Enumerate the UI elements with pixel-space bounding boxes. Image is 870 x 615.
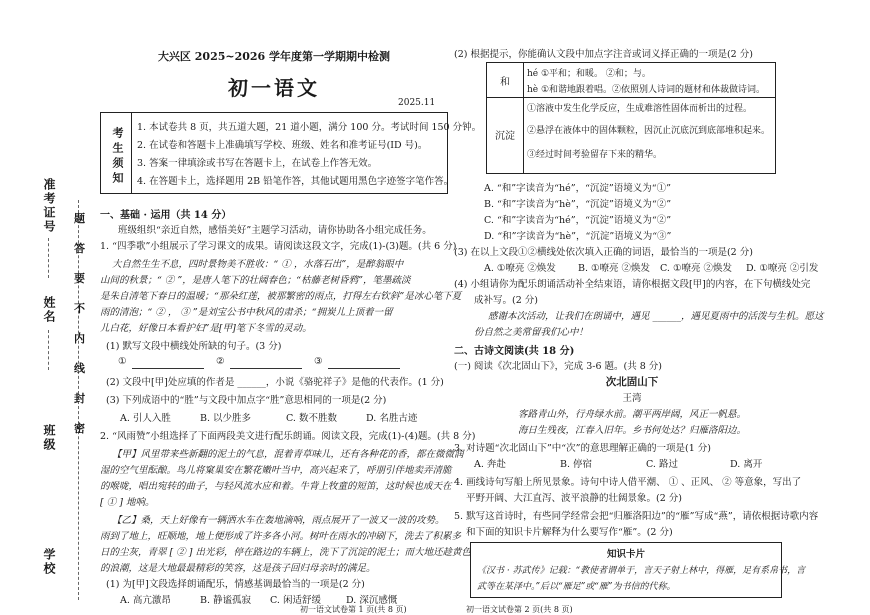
binding-strip [0, 0, 98, 614]
passage-line: 的浪潮，这是大地最最精彩的笑容，这是孩子回归母亲时的满足。 [100, 563, 376, 574]
exam-id-label: 准考证号 [42, 178, 56, 234]
table-divider [487, 97, 775, 98]
passage-line: 的喉咙，唱出宛转的曲子，与轻风流水应和着。牛背上牧童的短笛，这时候也成天在 [100, 481, 452, 492]
table-cell: hé ①平和；和暖。 ②和；与。 [527, 69, 651, 79]
seal-char: 密 [74, 422, 85, 435]
page-footer: 初一语文试卷第 1 页(共 8 页) [300, 605, 407, 614]
answer-blank[interactable] [132, 368, 204, 369]
table-divider [523, 63, 524, 173]
option[interactable]: C. 闲适舒缓 [270, 595, 321, 606]
notice-item: 1. 本试卷共 8 页，共五道大题，21 道小题，满分 100 分。考试时间 150 分钟。 [137, 122, 482, 133]
exam-header: 大兴区 2025~2026 学年度第一学期期中检测 [157, 50, 391, 63]
exam-id-underline [48, 238, 49, 278]
question-2-4: (4) 小组请你为配乐朗诵活动补全结束语，请你根据文段[甲]的内容，在下句横线处完 [454, 279, 811, 290]
notice-item: 4. 在答题卡上，选择题用 2B 铅笔作答，其他试题用黑色字迹签字笔作答。 [137, 176, 454, 187]
school-label: 学校 [42, 548, 56, 576]
table-row-head: 和 [500, 77, 510, 88]
table-cell: ②悬浮在液体中的固体颗粒，因沉止沉底沉到底部堆积起来。 [527, 126, 771, 136]
option[interactable]: D. 离开 [730, 459, 763, 470]
name-underline [48, 330, 49, 370]
table-row-head: 沉淀 [495, 131, 515, 142]
subsection-heading: (一) 阅读《次北固山下》，完成 3-6 题。(共 8 分) [454, 361, 663, 372]
poem-author: 王湾 [622, 393, 642, 404]
passage-line: 【甲】风里带来些新翻的泥土的气息，混着青草味儿，还有各种花的香，都在微微润 [112, 449, 464, 460]
question-2-2: (2) 根据提示，你能确认文段中加点字注音或词义择正确的一项是(2 分) [454, 49, 753, 60]
notice-divider [131, 113, 132, 193]
option[interactable]: B. “和”字读音为“hè”，“沉淀”语境义为“②” [484, 199, 672, 210]
passage-line: 湿的空气里酝酿。鸟儿将窠巢安在繁花嫩叶当中，高兴起来了，呼朋引伴地卖弄清脆 [100, 465, 452, 476]
card-title: 知识卡片 [606, 549, 645, 560]
seal-char: 不 [74, 302, 85, 315]
seal-char: 内 [74, 332, 85, 345]
passage-line: 雨到了地上，旺顺地，地上便形成了许多各小河。树叶在雨水的冲刷下，洗去了积累多 [100, 531, 462, 542]
closing-text: 份自然之美常留我们心中！ [474, 327, 589, 338]
card-text: 《汉书 · 苏武传》记载：“教使者谓单于，言天子射上林中，得雁，足有系帛书，言 [477, 566, 806, 576]
question-2-stem: 2. “风雨赞”小组选择了下面两段美文进行配乐朗诵。阅读文段，完成(1)-(4)题。(共 8 分) [100, 431, 476, 442]
passage-line: 山间的秋景；“ ② ”，是唐人笔下的壮阔春色；“枯藤老树昏鸦”，笔墨疏淡 [100, 275, 411, 286]
option[interactable]: D. ①嘹亮 ②引发 [746, 263, 819, 274]
notice-item: 3. 答案一律填涂或书写在答题卡上，在试卷上作答无效。 [137, 158, 378, 169]
passage-line: 雨的清泡；“ ② ， ③ ”是刘宝公书中秋风的肃杀；“拥炭儿上顶着一留 [100, 307, 393, 318]
question-1-stem: 1. “四季歌”小组展示了学习课文的成果。请阅读这段文字，完成(1)-(3)题。(共 6 分) [100, 241, 457, 252]
exam-date: 2025.11 [398, 98, 436, 108]
page-footer: 初一语文试卷第 2 页(共 8 页) [466, 605, 573, 614]
option[interactable]: A. ①嘹亮 ②焕发 [484, 263, 556, 274]
notice-item: 2. 在试卷和答题卡上准确填写学校、班级、姓名和准考证号(ID 号)。 [137, 140, 428, 151]
notice-box [100, 112, 482, 194]
question-1-3: (3) 下列成语中的“胜”与文段中加点字“胜”意思相同的一项是(2 分) [106, 395, 387, 406]
seal-char: 答 [74, 242, 85, 255]
option[interactable]: C. “和”字读音为“hé”，“沉淀”语境义为“②” [484, 215, 672, 226]
answer-slot-label: ③ [314, 356, 323, 367]
notice-label: 考生须知 [111, 127, 124, 187]
option[interactable]: D. 名胜古迹 [366, 413, 418, 424]
passage-line: 【乙】桑，天上好像有一辆洒水车在轰地滴响，雨点展开了一波又一波的攻势。 [112, 515, 445, 526]
passage-line: 日的尘灰，青翠 [ ② ] 出光彩，停在路边的车辆上，洗下了沉淀的泥土；而大地还趁黄色 [100, 547, 471, 558]
option[interactable]: C. ①嘹亮 ②焕发 [660, 263, 733, 274]
question-4: 4. 画线诗句写船上所见景象。诗句中诗人借平潮、 ① 、正风、 ② 等意象，写出了 [454, 477, 802, 488]
poem-title: 次北固山下 [605, 376, 659, 388]
table-cell: ①溶液中发生化学反应，生成难溶性固体而析出的过程。 [527, 104, 753, 114]
option[interactable]: A. 奔赴 [474, 459, 506, 470]
question-1-2: (2) 文段中[甲]处应填的作者是 ______，小说《骆驼祥子》是他的代表作。(1 分) [106, 377, 444, 388]
seal-char: 封 [74, 392, 85, 405]
option[interactable]: B. 以少胜多 [200, 413, 252, 424]
option[interactable]: A. 引人入胜 [120, 413, 171, 424]
dictionary-table [486, 62, 776, 174]
option[interactable]: B. 停宿 [560, 459, 593, 470]
poem-line: 客路青山外，行舟绿水前。潮平两岸阔，风正一帆悬。 [517, 409, 746, 420]
class-label: 班级 [42, 424, 56, 452]
name-label: 姓名 [42, 296, 56, 324]
question-2-1: (1) 为[甲]文段选择朗诵配乐，情感基调最恰当的一项是(2 分) [106, 579, 365, 590]
option[interactable]: D. “和”字读音为“hè”，“沉淀”语境义为“③” [484, 231, 672, 242]
seal-char: 线 [74, 362, 85, 375]
question-2-4: 成补写。(2 分) [474, 295, 538, 306]
closing-text: 感谢本次活动，让我们在朗诵中，遇见 ______，遇见夏雨中的活泼与生机。愿这 [488, 311, 824, 322]
option[interactable]: A. 高亢激昂 [120, 595, 171, 606]
option[interactable]: A. “和”字读音为“hé”，“沉淀”语境义为“①” [484, 183, 671, 194]
intro-text: 班级组织“亲近自然，感悟美好”主题学习活动，请你协助各小组完成任务。 [118, 225, 432, 236]
question-4: 平野开阔、大江直泻、波平浪静的壮阔景象。(2 分) [466, 493, 682, 504]
option[interactable]: B. ①嘹亮 ②焕发 [578, 263, 651, 274]
passage-line: 是朱自清笔下春日的温暖；“那朵红莲，被那繁密的雨点，打得左右钦斜”是冰心笔下夏 [100, 291, 462, 302]
question-1-1: (1) 默写文段中横线处所缺的句子。(3 分) [106, 341, 282, 352]
answer-blank[interactable] [230, 368, 302, 369]
question-5: 和下面的知识卡片解释为什么要写作“雁”。(2 分) [466, 527, 673, 538]
seal-char: 题 [74, 212, 85, 225]
option[interactable]: C. 路过 [646, 459, 678, 470]
answer-slot-label: ② [216, 356, 225, 367]
table-cell: hè ①和谐地跟着唱。②依照别人诗词的题材和体裁做诗词。 [527, 85, 766, 95]
card-text: 武等在某泽中。”后以“雁足”或“雁”为书信的代称。 [477, 582, 676, 592]
passage-line: [ ① ] 地响。 [100, 497, 155, 508]
answer-blank[interactable] [328, 368, 400, 369]
question-5: 5. 默写这首诗时，有些同学经常会把“归雁洛阳边”的“雁”写成“燕”，请依根据诗歌内容 [454, 511, 819, 522]
option[interactable]: B. 静谧孤寂 [200, 595, 252, 606]
question-2-3: (3) 在以上文段①②横线处依次填入正确的词语，最恰当的一项是(2 分) [454, 247, 753, 258]
section-heading: 二、古诗文阅读(共 18 分) [454, 346, 575, 357]
answer-slot-label: ① [118, 356, 127, 367]
knowledge-card [470, 542, 806, 598]
option[interactable]: C. 数不胜数 [286, 413, 337, 424]
question-3: 3. 对诗题“次北固山下”中“次”的意思理解正确的一项是(1 分) [454, 443, 711, 454]
table-cell: ③经过时间考验留存下来的精华。 [527, 150, 663, 160]
page-title: 初一语文 [228, 76, 320, 100]
section-heading: 一、基础 · 运用（共 14 分） [100, 210, 232, 221]
passage-line: 大自然生生不息，四时景物美不胜收：“ ① ，水落石出”，是醉翁眼中 [112, 259, 404, 270]
poem-line: 海日生残夜，江春入旧年。乡书何处达？归雁洛阳边。 [517, 425, 746, 436]
option[interactable]: D. 深沉感慨 [346, 595, 398, 606]
seal-char: 要 [74, 272, 85, 285]
passage-line: 儿白花，好像日本看护妇”是[甲]笔下冬雪的灵动。 [100, 323, 312, 334]
